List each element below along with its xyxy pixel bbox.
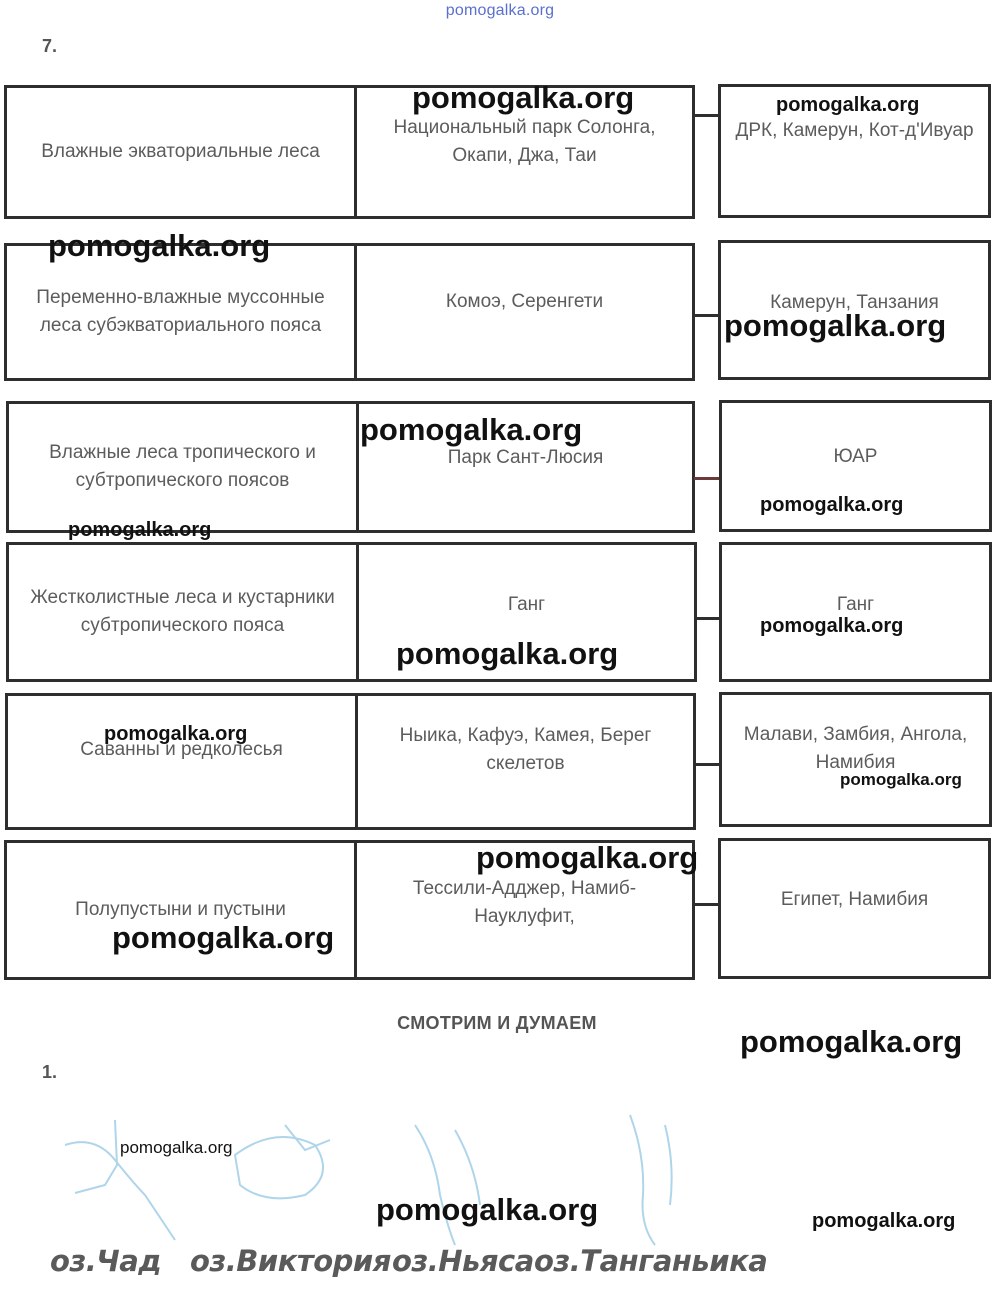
- lake-label-victoria: оз.Виктория: [190, 1244, 391, 1278]
- parks-text: Национальный парк Солонга, Окапи, Джа, Таи: [393, 117, 656, 166]
- countries-cell: [719, 692, 992, 827]
- zone-text: Саванны и редколесья: [80, 739, 283, 760]
- connector-line: [696, 617, 720, 620]
- connector-line: [694, 314, 720, 317]
- parks-text: Парк Сант-Люсия: [447, 447, 604, 468]
- countries-cell: [718, 838, 991, 979]
- watermark: pomogalka.org: [120, 1138, 233, 1157]
- task-number: 7.: [42, 36, 58, 56]
- lake-tanganyika-outline: [630, 1115, 655, 1245]
- connector-line: [694, 477, 720, 480]
- zone-text: Полупустыни и пустыни: [75, 899, 286, 920]
- watermark: pomogalka.org: [476, 840, 699, 875]
- countries-text: Египет, Намибия: [780, 889, 929, 910]
- lake-label-nyasa: оз.Ньяса: [392, 1244, 534, 1278]
- zone-text: Влажные экваториальные леса: [41, 141, 320, 162]
- countries-cell: [719, 542, 992, 682]
- watermark: pomogalka.org: [360, 412, 583, 447]
- parks-text: Ныика, Кафуэ, Камея, Берег скелетов: [399, 725, 652, 774]
- parks-text: Ганг: [507, 594, 546, 615]
- zone-cell: [5, 693, 358, 830]
- watermark: pomogalka.org: [396, 636, 619, 671]
- zone-text: Влажные леса тропического и субтропического поясов: [49, 442, 316, 491]
- lake-map-sketches: [55, 1105, 755, 1250]
- connector-line: [694, 903, 720, 906]
- countries-text: Камерун, Танзания: [770, 292, 939, 313]
- parks-cell: [354, 243, 695, 381]
- countries-text: Малави, Замбия, Ангола, Намибия: [743, 724, 968, 773]
- zone-text: Переменно-влажные муссонные леса субэкваториального пояса: [36, 287, 325, 336]
- countries-text: ДРК, Камерун, Кот-д'Ивуар: [735, 120, 974, 141]
- countries-text: Ганг: [836, 594, 875, 615]
- watermark: pomogalka.org: [760, 494, 904, 516]
- section-title: СМОТРИМ И ДУМАЕМ: [397, 1013, 597, 1033]
- watermark: pomogalka.org: [776, 94, 920, 116]
- watermark: pomogalka.org: [104, 723, 248, 745]
- parks-text: Тессили-Адджер, Намиб-Науклуфит,: [412, 878, 637, 927]
- zone-cell: [4, 85, 357, 219]
- watermark: pomogalka.org: [740, 1024, 963, 1059]
- zone-cell: [4, 840, 357, 980]
- zone-cell: [6, 401, 359, 533]
- site-header-link[interactable]: pomogalka.org: [445, 2, 555, 19]
- connector-line: [695, 763, 720, 766]
- zone-text: Жестколистные леса и кустарники субтропического пояса: [30, 587, 335, 636]
- countries-text: ЮАР: [833, 446, 878, 467]
- lake-label-tanganyika: оз.Танганьика: [534, 1244, 768, 1278]
- watermark: pomogalka.org: [376, 1192, 599, 1227]
- zone-cell: [6, 542, 359, 682]
- watermark: pomogalka.org: [68, 519, 212, 541]
- watermark: pomogalka.org: [840, 770, 962, 789]
- watermark: pomogalka.org: [112, 920, 335, 955]
- lake-victoria-outline: [235, 1137, 323, 1198]
- parks-text: Комоэ, Серенгети: [445, 291, 604, 312]
- watermark: pomogalka.org: [724, 308, 947, 343]
- connector-line: [694, 114, 720, 117]
- watermark: pomogalka.org: [48, 228, 271, 263]
- watermark: pomogalka.org: [812, 1210, 956, 1232]
- lake-label-chad: оз.Чад: [50, 1244, 162, 1278]
- parks-cell: [355, 693, 696, 830]
- watermark: pomogalka.org: [412, 80, 635, 115]
- watermark: pomogalka.org: [760, 615, 904, 637]
- question-number: 1.: [42, 1062, 58, 1082]
